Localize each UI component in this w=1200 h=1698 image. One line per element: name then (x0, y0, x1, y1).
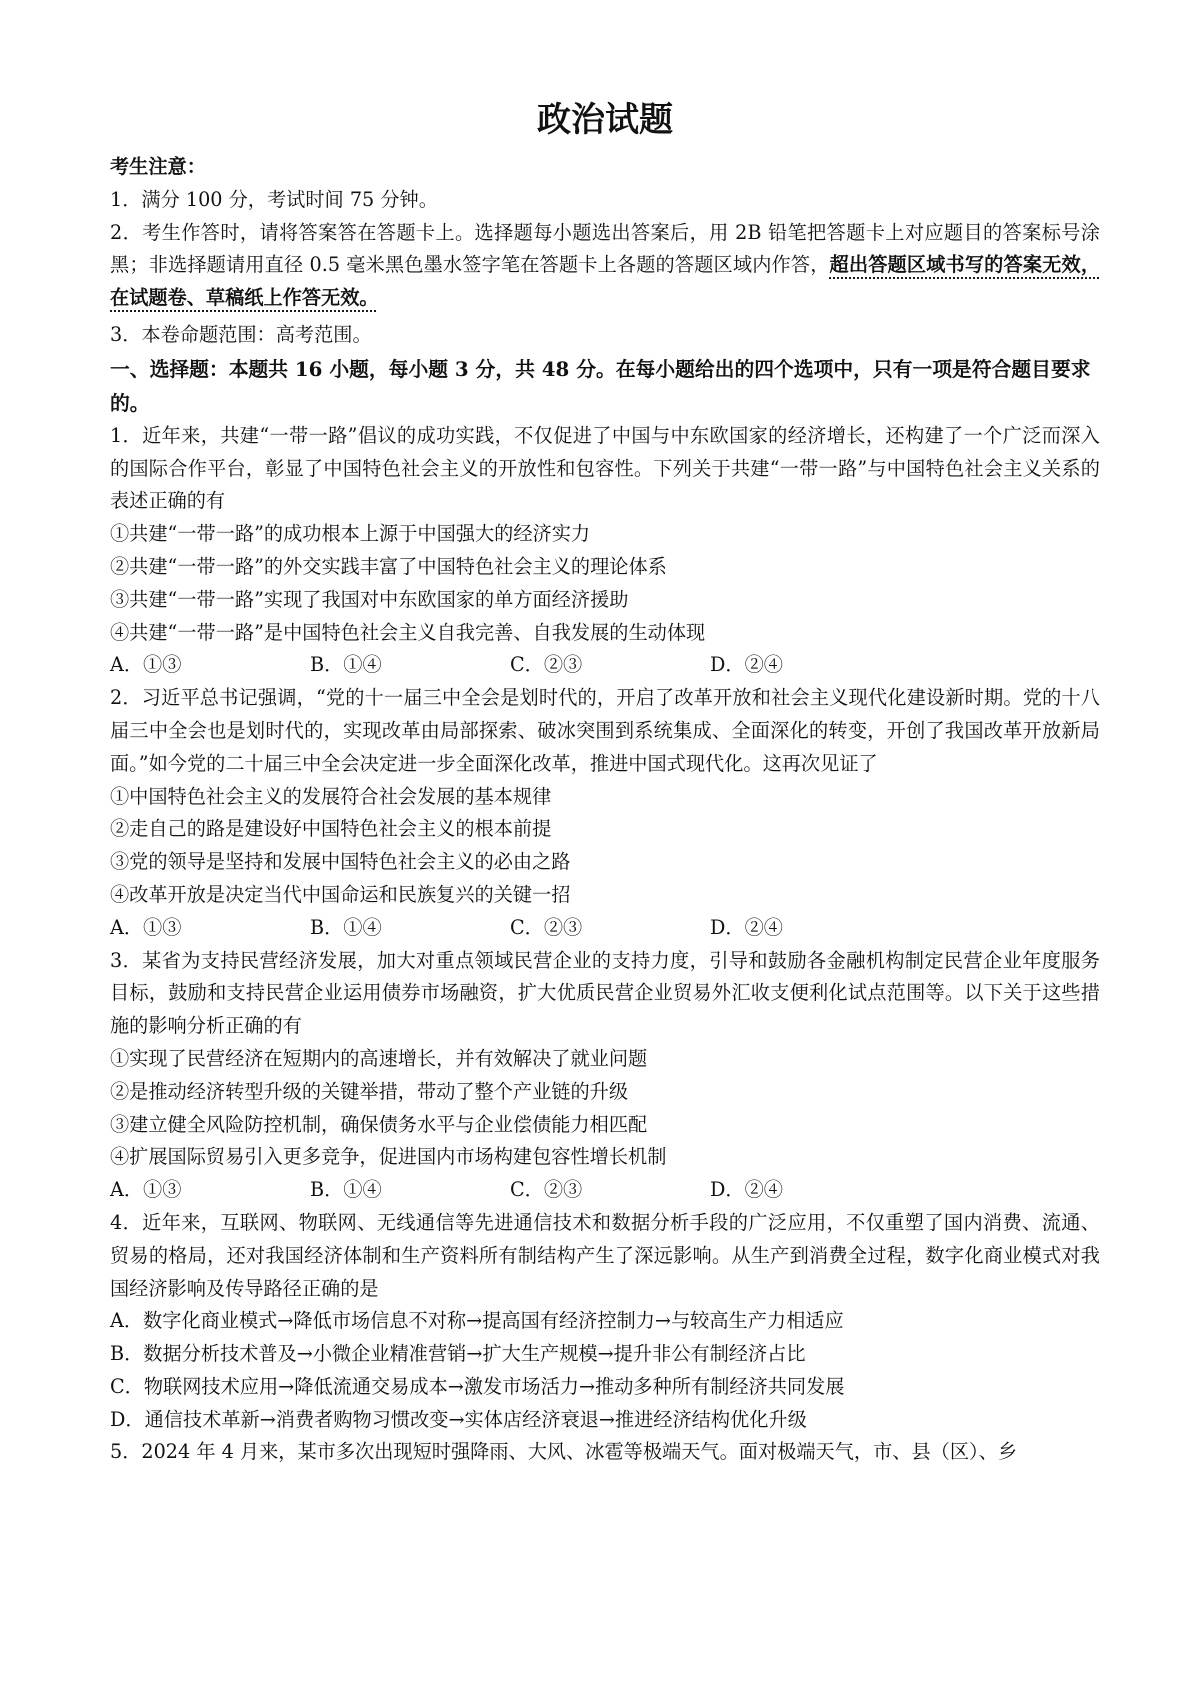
q1-option-b: B．①④ (310, 653, 382, 677)
q2-statement-1: ①中国特色社会主义的发展符合社会发展的基本规律 (110, 784, 552, 808)
q4-option-c: C．物联网技术应用→降低流通交易成本→激发市场活力→推动多种所有制经济共同发展 (110, 1374, 845, 1398)
section-heading: 一、选择题：本题共 16 小题，每小题 3 分，共 48 分。在每小题给出的四个选项中，只有一项是符合题目要求的。 (110, 356, 1091, 415)
q3-option-d: D．②④ (710, 1178, 783, 1202)
q1-statement-3: ③共建“一带一路”实现了我国对中东欧国家的单方面经济援助 (110, 587, 629, 611)
q1-stem: 1．近年来，共建“一带一路”倡议的成功实践，不仅促进了中国与中东欧国家的经济增长，还构建了一个广泛而深入的国际合作平台，彰显了中国特色社会主义的开放性和包容性。下列关于共建“一带一路”与中国特色社会主义关系的表述正确的有 (110, 423, 1100, 513)
q1-statement-2: ②共建“一带一路”的外交实践丰富了中国特色社会主义的理论体系 (110, 554, 667, 578)
q3-option-a: A．①③ (110, 1178, 182, 1202)
q3-statement-4: ④扩展国际贸易引入更多竞争，促进国内市场构建包容性增长机制 (110, 1145, 667, 1169)
notice-item-1: 1．满分 100 分，考试时间 75 分钟。 (110, 187, 438, 211)
q3-statement-3: ③建立健全风险防控机制，确保债务水平与企业偿债能力相匹配 (110, 1112, 648, 1136)
q3-statement-1: ①实现了民营经济在短期内的高速增长，并有效解决了就业问题 (110, 1046, 648, 1070)
q1-option-c: C．②③ (510, 653, 583, 677)
q3-option-c: C．②③ (510, 1178, 583, 1202)
q4-option-d: D．通信技术革新→消费者购物习惯改变→实体店经济衰退→推进经济结构优化升级 (110, 1407, 807, 1431)
notice-item-2-text: 2．考生作答时，请将答案答在答题卡上。选择题每小题选出答案后，用 2B 铅笔把答题卡上对应题目的答案标号涂黑；非选择题请用直径 0.5 毫米黑色墨水签字笔在答题卡上各题的答题区域内作答， (110, 220, 1100, 277)
q4-option-b: B．数据分析技术普及→小微企业精准营销→扩大生产规模→提升非公有制经济占比 (110, 1342, 806, 1366)
exam-page (110, 92, 1100, 1469)
q2-option-b: B．①④ (310, 915, 382, 939)
q2-option-c: C．②③ (510, 915, 583, 939)
q3-stem: 3．某省为支持民营经济发展，加大对重点领域民营企业的支持力度，引导和鼓励各金融机构制定民营企业年度服务目标，鼓励和支持民营企业运用债券市场融资，扩大优质民营企业贸易外汇收支便利化试点范围等。以下关于这些措施的影响分析正确的有 (110, 948, 1100, 1038)
q5-stem: 5．2024 年 4 月来，某市多次出现短时强降雨、大风、冰雹等极端天气。面对极端天气，市、县（区）、乡 (110, 1440, 1018, 1464)
notice-item-3: 3．本卷命题范围：高考范围。 (110, 322, 372, 346)
q2-stem: 2．习近平总书记强调，“党的十一届三中全会是划时代的，开启了改革开放和社会主义现代化建设新时期。党的十八届三中全会也是划时代的，实现改革由局部探索、破冰突围到系统集成、全面深化的转变，开创了我国改革开放新局面。”如今党的二十届三中全会决定进一步全面深化改革，推进中国式现代化。这再次见证了 (110, 686, 1100, 775)
q3-statement-2: ②是推动经济转型升级的关键举措，带动了整个产业链的升级 (110, 1079, 629, 1103)
q2-options (110, 912, 1100, 945)
q4-stem: 4．近年来，互联网、物联网、无线通信等先进通信技术和数据分析手段的广泛应用，不仅重塑了国内消费、流通、贸易的格局，还对我国经济体制和生产资料所有制结构产生了深远影响。从生产到消费全过程，数字化商业模式对我国经济影响及传导路径正确的是 (110, 1210, 1100, 1300)
q3-options (110, 1174, 1100, 1207)
notice-item-2-emphasis: 超出答题区域书写的答案无效，在试题卷、草稿纸上作答无效。 (110, 253, 1101, 310)
q1-option-d: D．②④ (710, 653, 783, 677)
q1-statement-1: ①共建“一带一路”的成功根本上源于中国强大的经济实力 (110, 522, 591, 546)
q1-option-a: A．①③ (110, 653, 182, 677)
notice-heading: 考生注意： (110, 155, 206, 178)
q2-statement-3: ③党的领导是坚持和发展中国特色社会主义的必由之路 (110, 850, 571, 874)
q1-options (110, 649, 1100, 682)
q4-option-a: A．数字化商业模式→降低市场信息不对称→提高国有经济控制力→与较高生产力相适应 (110, 1309, 844, 1333)
q2-option-d: D．②④ (710, 915, 783, 939)
notice-item-2 (110, 217, 1100, 315)
q1-statement-4: ④共建“一带一路”是中国特色社会主义自我完善、自我发展的生动体现 (110, 620, 706, 644)
q2-option-a: A．①③ (110, 915, 182, 939)
q2-statement-4: ④改革开放是决定当代中国命运和民族复兴的关键一招 (110, 882, 571, 906)
q2-statement-2: ②走自己的路是建设好中国特色社会主义的根本前提 (110, 817, 552, 841)
q3-option-b: B．①④ (310, 1178, 382, 1202)
page-title: 政治试题 (537, 100, 673, 140)
